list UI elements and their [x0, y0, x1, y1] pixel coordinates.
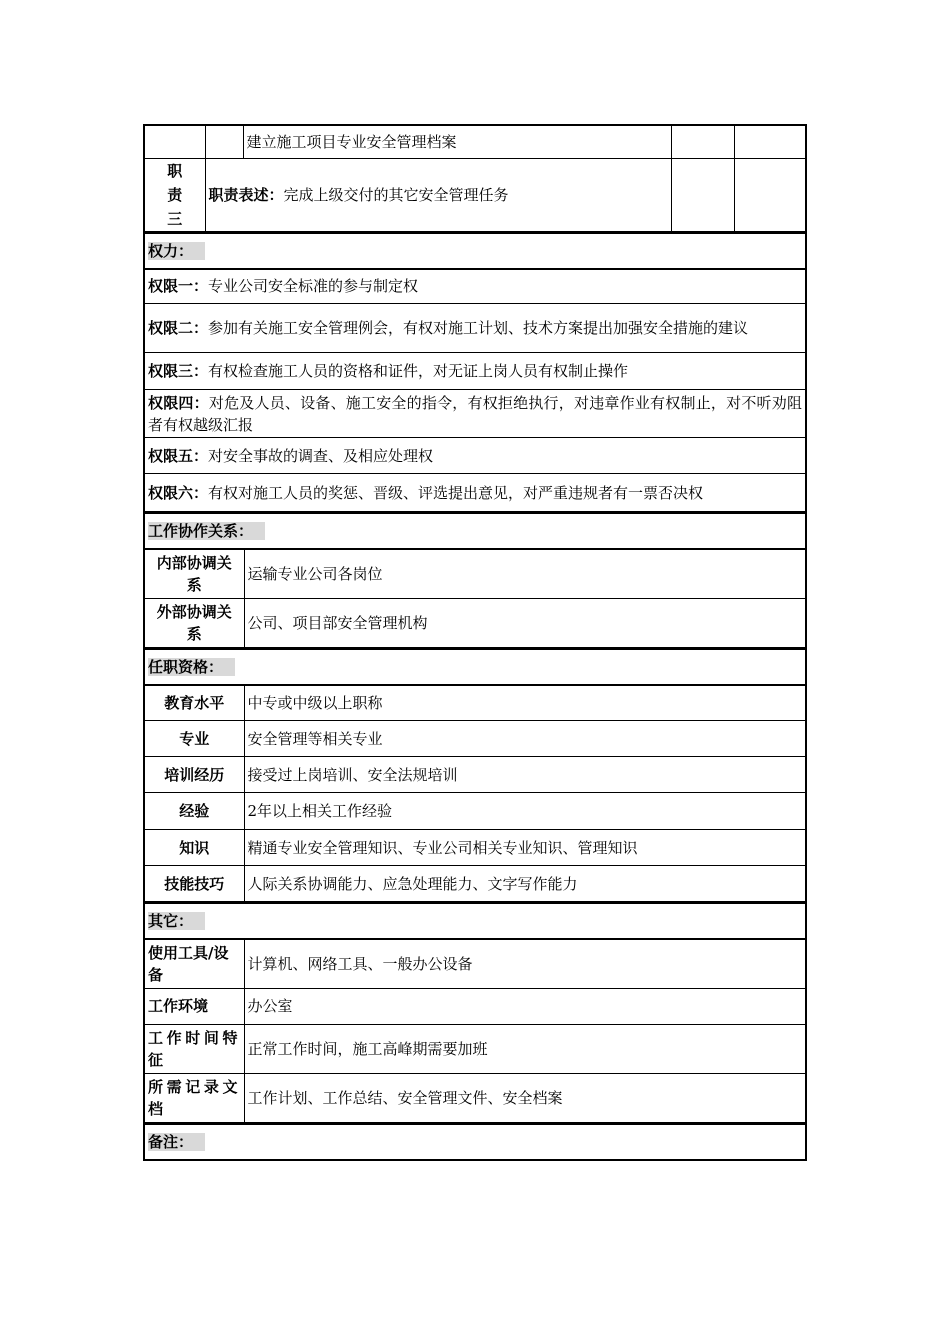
duty3-desc-text: 完成上级交付的其它安全管理任务 — [283, 185, 509, 204]
authority-row — [144, 304, 806, 353]
cooperation-header — [144, 513, 806, 549]
qualification-value: 精通专业安全管理知识、专业公司相关专业知识、管理知识 — [244, 830, 806, 866]
duty3-extra-cell-1 — [671, 158, 734, 231]
other-table — [143, 902, 807, 1123]
authority-text: 有权对施工人员的奖惩、晋级、评选提出意见，对严重违规者有一票否决权 — [208, 483, 704, 502]
qualifications-table — [143, 648, 807, 903]
authority-row — [144, 474, 806, 512]
authority-table — [143, 232, 807, 513]
duty-index-cell — [205, 125, 243, 158]
internal-coordination-value: 运输专业公司各岗位 — [244, 549, 806, 598]
qualification-value: 中专或中级以上职称 — [244, 685, 806, 721]
authority-label: 权限四： — [148, 393, 209, 412]
qualification-value: 2年以上相关工作经验 — [244, 793, 806, 830]
qualification-label: 教育水平 — [144, 685, 244, 721]
notes-header — [144, 1124, 806, 1160]
other-value: 工作计划、工作总结、安全管理文件、安全档案 — [244, 1073, 806, 1122]
other-value: 办公室 — [244, 988, 806, 1024]
notes-table — [143, 1123, 807, 1161]
other-label: 工作环境 — [144, 988, 244, 1024]
qualification-value: 接受过上岗培训、安全法规培训 — [244, 757, 806, 793]
authority-text: 有权检查施工人员的资格和证件，对无证上岗人员有权制止操作 — [208, 362, 629, 380]
authority-text: 对安全事故的调查、及相应处理权 — [208, 446, 434, 465]
authority-text: 参加有关施工安全管理例会，有权对施工计划、技术方案提出加强安全措施的建议 — [208, 319, 749, 337]
other-value: 计算机、网络工具、一般办公设备 — [244, 939, 806, 988]
qualification-label: 知识 — [144, 830, 244, 866]
authority-row — [144, 353, 806, 390]
external-coordination-label: 外部协调关系 — [144, 598, 244, 647]
authority-row — [144, 438, 806, 474]
authority-header-label: 权力： — [148, 242, 205, 260]
other-label: 工作时间特征 — [144, 1024, 244, 1073]
duty3-desc-label: 职责表述： — [208, 185, 284, 204]
qualification-label: 经验 — [144, 793, 244, 830]
qualifications-header — [144, 649, 806, 685]
external-coordination-value: 公司、项目部安全管理机构 — [244, 598, 806, 647]
other-value: 正常工作时间，施工高峰期需要加班 — [244, 1024, 806, 1073]
authority-label: 权限五： — [148, 446, 209, 465]
authority-row — [144, 390, 806, 438]
qualification-value: 人际关系协调能力、应急处理能力、文字写作能力 — [244, 866, 806, 902]
authority-label: 权限二： — [148, 319, 209, 337]
qualification-label: 专业 — [144, 721, 244, 757]
duty3-label-char: 责 — [167, 185, 183, 204]
qualification-label: 技能技巧 — [144, 866, 244, 902]
duty-extra-cell-1 — [671, 125, 734, 158]
qualifications-header-label: 任职资格： — [148, 658, 235, 676]
qualification-label: 培训经历 — [144, 757, 244, 793]
duty3-label-char: 三 — [167, 209, 183, 228]
internal-coordination-label: 内部协调关系 — [144, 549, 244, 598]
authority-row — [144, 269, 806, 304]
duty-item-text: 建立施工项目专业安全管理档案 — [243, 125, 671, 158]
authority-header — [144, 233, 806, 269]
duty-table — [143, 124, 807, 232]
authority-text: 对危及人员、设备、施工安全的指令，有权拒绝执行，对违章作业有权制止，对不听劝阻者有权越级汇报 — [148, 393, 802, 434]
duty-extra-cell-2 — [734, 125, 806, 158]
duty3-label-char: 职 — [167, 161, 183, 180]
authority-label: 权限三： — [148, 362, 209, 380]
job-description-page — [143, 124, 807, 1161]
other-label: 所需记录文档 — [144, 1073, 244, 1122]
cooperation-table — [143, 512, 807, 648]
cooperation-header-label: 工作协作关系： — [148, 522, 265, 540]
authority-text: 专业公司安全标准的参与制定权 — [208, 277, 419, 296]
authority-label: 权限一： — [148, 277, 209, 296]
duty3-extra-cell-2 — [734, 158, 806, 231]
qualification-value: 安全管理等相关专业 — [244, 721, 806, 757]
authority-label: 权限六： — [148, 483, 209, 502]
duty3-description — [205, 158, 671, 231]
other-header-label: 其它： — [148, 912, 205, 930]
notes-header-label: 备注： — [148, 1133, 205, 1151]
other-label: 使用工具/设备 — [144, 939, 244, 988]
other-header — [144, 903, 806, 939]
duty3-label — [144, 158, 205, 231]
duty-label-cell — [144, 125, 205, 158]
